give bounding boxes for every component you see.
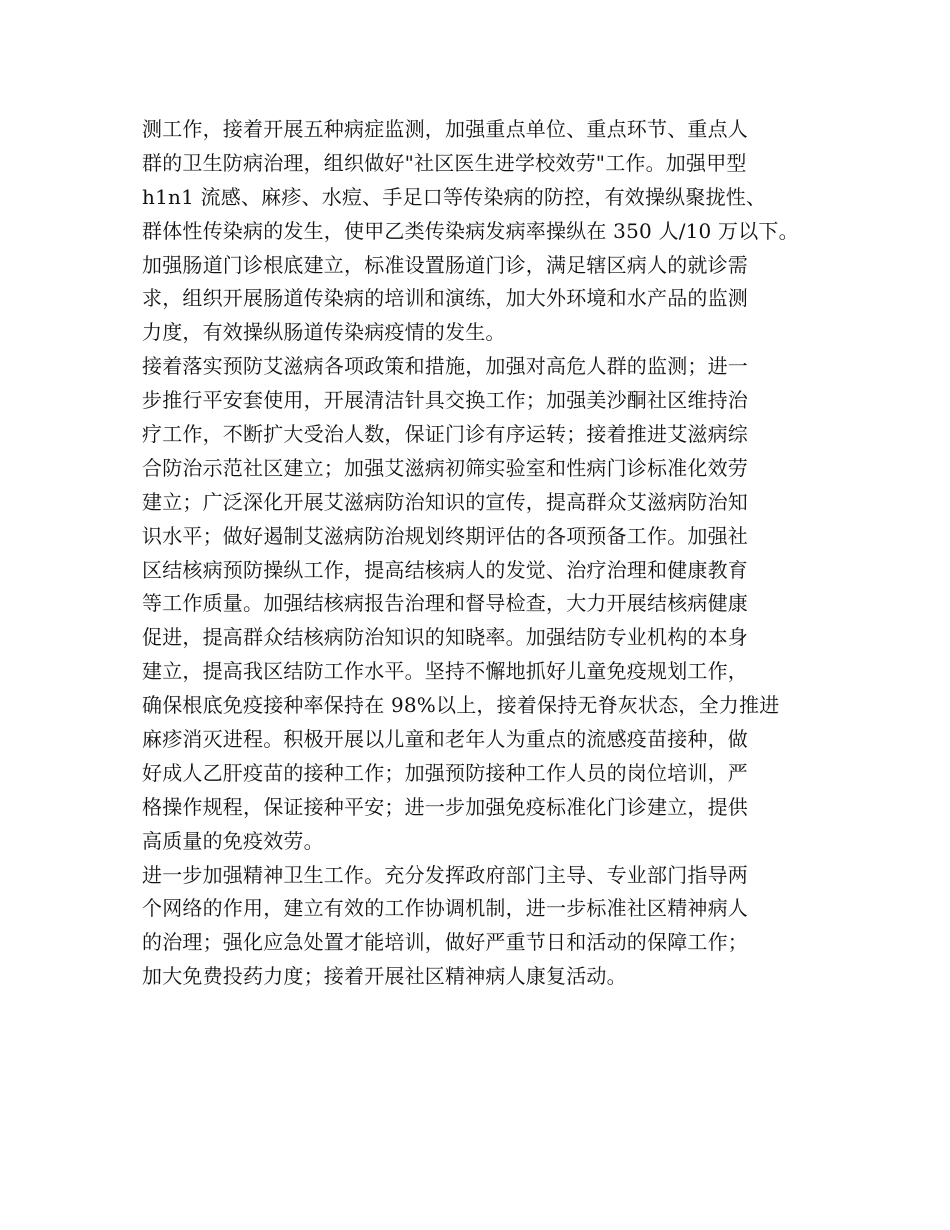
text-line: 力度，有效操纵肠道传染病疫情的发生。 xyxy=(142,320,506,345)
text-line: h1n1 流感、麻疹、水痘、手足口等传染病的防控，有效操纵聚拢性、 xyxy=(142,184,767,209)
text-line: 促进，提高群众结核病防治知识的知晓率。加强结防专业机构的本身 xyxy=(142,625,748,650)
text-line: 高质量的免疫效劳。 xyxy=(142,828,324,853)
text-line: 测工作，接着开展五种病症监测，加强重点单位、重点环节、重点人 xyxy=(142,117,748,141)
text-line: 区结核病预防操纵工作，提高结核病人的发觉、治疗治理和健康教育 xyxy=(142,557,748,582)
text-line: 等工作质量。加强结核病报告治理和督导检查，大力开展结核病健康 xyxy=(142,591,748,616)
text-line: 个网络的作用，建立有效的工作协调机制，进一步标准社区精神病人 xyxy=(142,896,748,921)
text-line: 建立；广泛深化开展艾滋病防治知识的宣传，提高群众艾滋病防治知 xyxy=(142,489,748,514)
text-line: 求，组织开展肠道传染病的培训和演练，加大外环境和水产品的监测 xyxy=(142,286,748,311)
text-line: 群的卫生防病治理，组织做好"社区医生进学校效劳"工作。加强甲型 xyxy=(142,150,747,175)
text-line: 加大免费投药力度；接着开展社区精神病人康复活动。 xyxy=(142,964,627,989)
text-line: 确保根底免疫接种率保持在 98%以上，接着保持无脊灰状态，全力推进 xyxy=(142,693,780,718)
text-line: 合防治示范社区建立；加强艾滋病初筛实验室和性病门诊标准化效劳 xyxy=(142,455,748,480)
text-line: 群体性传染病的发生，使甲乙类传染病发病率操纵在 350 人/10 万以下。 xyxy=(142,218,799,243)
text-line: 进一步加强精神卫生工作。充分发挥政府部门主导、专业部门指导两 xyxy=(142,862,748,887)
text-line: 建立，提高我区结防工作水平。坚持不懈地抓好儿童免疫规划工作， xyxy=(142,659,748,684)
text-line: 疗工作，不断扩大受治人数，保证门诊有序运转；接着推进艾滋病综 xyxy=(142,422,748,447)
text-line: 好成人乙肝疫苗的接种工作；加强预防接种工作人员的岗位培训，严 xyxy=(142,760,748,785)
text-line: 识水平；做好遏制艾滋病防治规划终期评估的各项预备工作。加强社 xyxy=(142,523,748,548)
text-line: 加强肠道门诊根底建立，标准设置肠道门诊，满足辖区病人的就诊需 xyxy=(142,252,748,277)
text-line: 接着落实预防艾滋病各项政策和措施，加强对高危人群的监测；进一 xyxy=(142,354,748,379)
body-text xyxy=(142,113,832,994)
text-line: 格操作规程，保证接种平安；进一步加强免疫标准化门诊建立，提供 xyxy=(142,794,748,819)
text-line: 麻疹消灭进程。积极开展以儿童和老年人为重点的流感疫苗接种，做 xyxy=(142,727,748,752)
text-line: 步推行平安套使用，开展清洁针具交换工作；加强美沙酮社区维持治 xyxy=(142,388,748,413)
text-line: 的治理；强化应急处置才能培训，做好严重节日和活动的保障工作； xyxy=(142,930,748,955)
